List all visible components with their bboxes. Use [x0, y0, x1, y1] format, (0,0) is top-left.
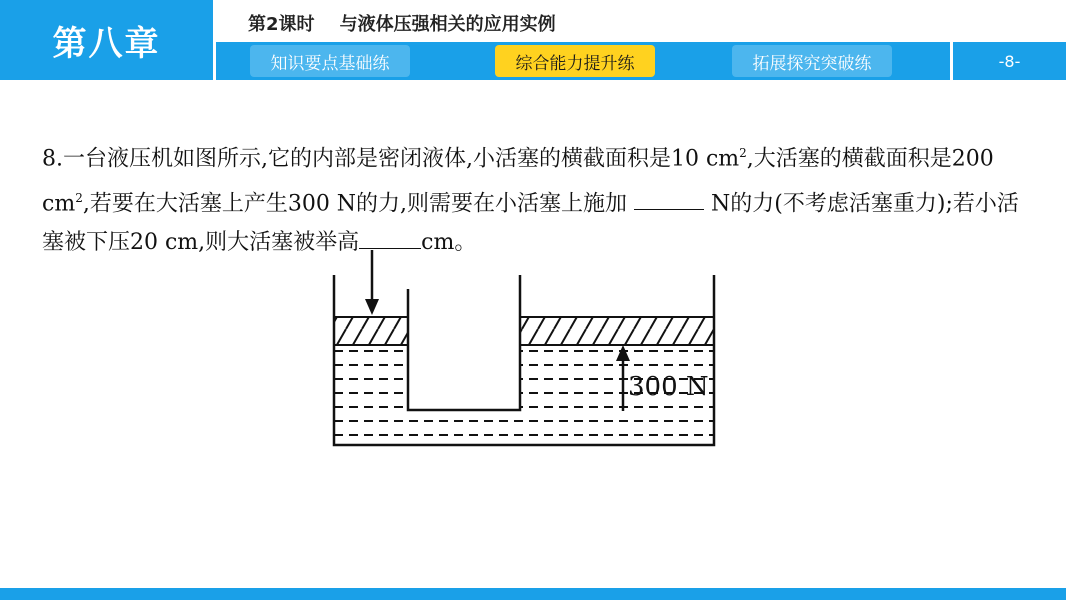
footer-bar: [0, 588, 1066, 600]
divider-wall: [408, 275, 520, 410]
large-piston: [520, 317, 714, 345]
question-text-part1: 8.一台液压机如图所示,它的内部是密闭液体,小活塞的横截面积是10 cm: [42, 146, 740, 172]
container-wall: [334, 275, 714, 445]
question-text: [42, 134, 1032, 262]
question-text-part2: ,大活塞的横截面积是200 cm: [42, 146, 994, 217]
question-text-part3: ,若要在大活塞上产生300 N的力,则需要在小活塞上施加: [82, 191, 635, 217]
section-tab-bar: [216, 42, 950, 80]
page-number: -8-: [953, 42, 1066, 80]
lesson-title: 第2课时 与液体压强相关的应用实例: [248, 14, 556, 35]
chapter-title: 第八章: [0, 0, 213, 80]
tab-extended-practice[interactable]: 拓展探究突破练: [732, 45, 892, 77]
tab-basic-practice[interactable]: 知识要点基础练: [250, 45, 410, 77]
superscript-squared: 2: [75, 190, 83, 205]
tab-comprehensive-practice[interactable]: 综合能力提升练: [495, 45, 655, 77]
hydraulic-press-diagram: [326, 245, 726, 455]
small-piston: [334, 317, 408, 345]
question-text-part5: cm。: [421, 229, 477, 255]
down-arrow-icon: [365, 250, 379, 315]
answer-blank-force[interactable]: [634, 187, 704, 210]
force-label: 300 N: [628, 372, 709, 402]
superscript-squared: 2: [739, 146, 747, 160]
question-text-part4: N的力(不考虑活塞重力);若小活塞被下压20 cm,则大活塞被举高: [42, 191, 1019, 255]
